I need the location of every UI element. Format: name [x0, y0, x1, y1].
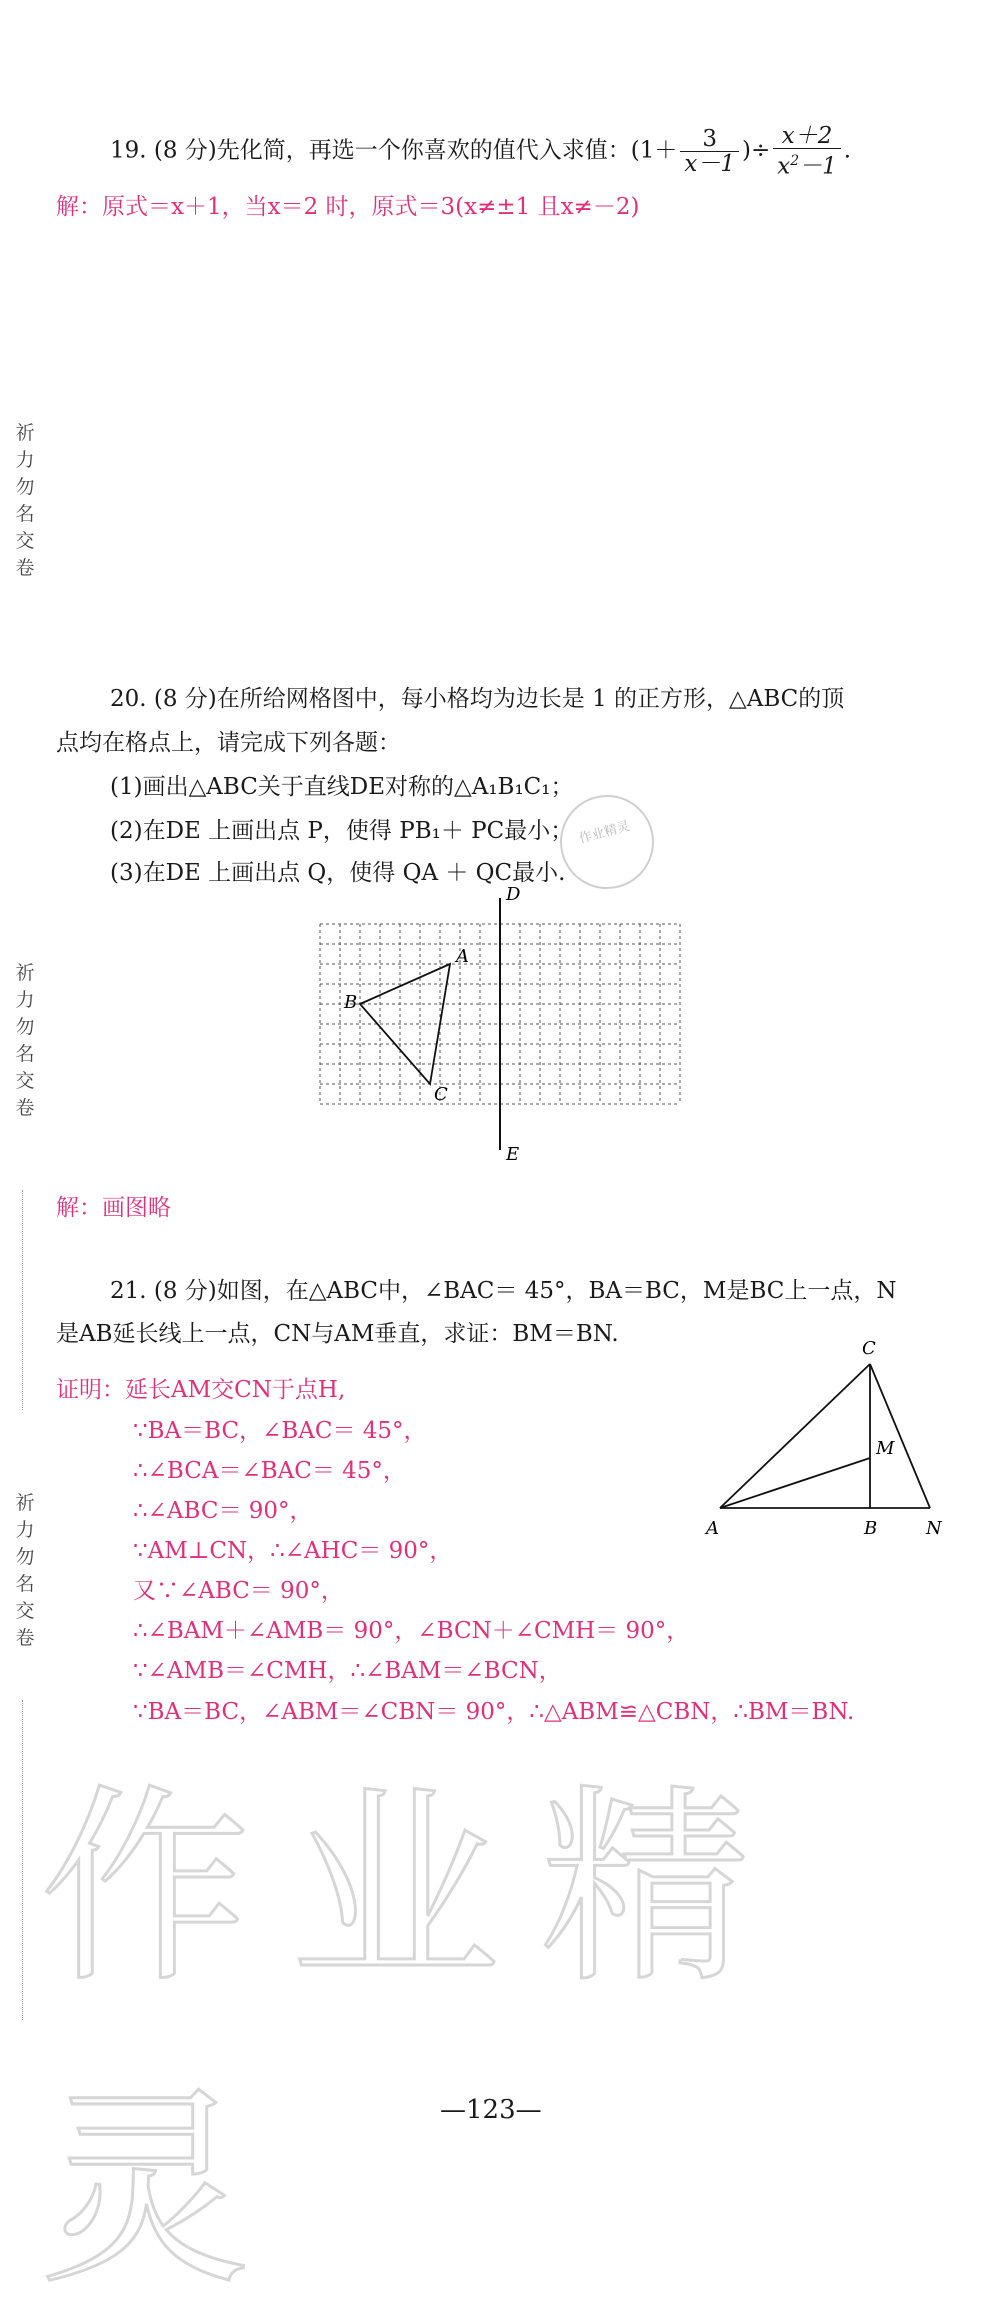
margin-char: 卷: [15, 1097, 35, 1119]
label-m: M: [876, 1438, 895, 1459]
margin-dotted-line: [22, 1700, 23, 2020]
q21-stem-line2: 是AB延长线上一点，CN与AM垂直，求证：BM＝BN.: [56, 1321, 619, 1347]
margin-char: 卷: [15, 1627, 35, 1649]
label-n: N: [926, 1518, 942, 1539]
q20-part2: (2)在DE 上画出点 P，使得 PB₁＋ PC最小；: [110, 818, 574, 844]
label-c: C: [434, 1084, 448, 1105]
page-number: —123—: [440, 2095, 542, 2125]
q19-operator: )÷: [742, 137, 771, 164]
label-b: B: [344, 992, 358, 1013]
margin-char: 祈: [15, 422, 35, 444]
q20-stem-line2: 点均在格点上，请完成下列各题：: [56, 730, 401, 756]
margin-char: 名: [15, 503, 35, 525]
label-d: D: [506, 884, 521, 905]
margin-char: 名: [15, 1043, 35, 1065]
proof-line: ∴∠BCA＝∠BAC＝ 45°，: [133, 1458, 406, 1484]
margin-char: 交: [15, 1070, 35, 1092]
proof-line: ∵∠AMB＝∠CMH，∴∠BAM＝∠BCN，: [133, 1658, 562, 1684]
margin-char: 力: [15, 449, 35, 471]
q19-frac2-den-rest: －1: [799, 153, 837, 180]
margin-char: 卷: [15, 557, 35, 579]
q21-stem-line1: 21. (8 分)如图，在△ABC中，∠BAC＝ 45°，BA＝BC，M是BC上一点，N: [110, 1278, 897, 1304]
label-b: B: [864, 1518, 878, 1539]
seal-text: 作业精灵: [577, 818, 632, 847]
margin-char: 名: [15, 1573, 35, 1595]
margin-char: 勿: [15, 476, 35, 498]
watermark: 作业精灵: [40, 1766, 791, 2313]
q19-answer: 解：原式＝x＋1，当x＝2 时，原式＝3(x≠±1 且x≠－2): [56, 194, 640, 220]
q20-grid-figure: [300, 880, 720, 1180]
q19-frac1-den: x－1: [684, 150, 735, 177]
margin-dotted-line: [22, 1190, 23, 1410]
q19-stem: [110, 124, 851, 179]
q19-frac1-num: 3: [680, 127, 739, 152]
proof-line: ∴∠BAM＋∠AMB＝ 90°，∠BCN＋∠CMH＝ 90°，: [133, 1618, 690, 1644]
margin-char: 交: [15, 1600, 35, 1622]
margin-char: 力: [15, 989, 35, 1011]
q19-frac2-num: x＋2: [773, 124, 841, 149]
margin-char: 勿: [15, 1546, 35, 1568]
margin-char: 祈: [15, 1492, 35, 1514]
proof-line: 证明：延长AM交CN于点H,: [56, 1377, 346, 1403]
q20-answer: 解：画图略: [56, 1195, 171, 1221]
margin-char: 力: [15, 1519, 35, 1541]
proof-line: ∵BA＝BC，∠ABM＝∠CBN＝ 90°，∴△ABM≌△CBN，∴BM＝BN.: [133, 1699, 855, 1725]
q19-frac2-den: [773, 149, 841, 179]
q19-frac2-den-exp: 2: [790, 153, 800, 169]
label-a: A: [456, 946, 469, 967]
proof-line: 又∵∠ABC＝ 90°，: [133, 1578, 344, 1604]
segment-cn: [870, 1364, 930, 1508]
proof-line: ∵BA＝BC，∠BAC＝ 45°，: [133, 1418, 427, 1444]
proof-line: ∴∠ABC＝ 90°，: [133, 1498, 313, 1524]
q19-frac2-den-base: x: [777, 153, 791, 180]
q19-fraction-1: [680, 127, 739, 176]
q20-stem-line1: 20. (8 分)在所给网格图中，每小格均为边长是 1 的正方形，△ABC的顶: [110, 686, 845, 712]
segment-ac: [720, 1364, 870, 1508]
label-c: C: [862, 1338, 876, 1359]
label-e: E: [506, 1144, 520, 1165]
q20-part3: (3)在DE 上画出点 Q，使得 QA ＋ QC最小.: [110, 860, 566, 886]
segment-am: [720, 1458, 870, 1508]
q19-stem-prefix: 19. (8 分)先化简，再选一个你喜欢的值代入求值：(1＋: [110, 137, 678, 164]
q20-part1: (1)画出△ABC关于直线DE对称的△A₁B₁C₁；: [110, 774, 574, 800]
q19-end: .: [843, 137, 852, 164]
proof-line: ∵AM⊥CN，∴∠AHC＝ 90°，: [133, 1538, 453, 1564]
label-a: A: [706, 1518, 719, 1539]
margin-char: 祈: [15, 962, 35, 984]
q21-triangle-figure: [690, 1330, 970, 1550]
margin-char: 勿: [15, 1016, 35, 1038]
margin-char: 交: [15, 530, 35, 552]
q19-fraction-2: [773, 124, 841, 179]
